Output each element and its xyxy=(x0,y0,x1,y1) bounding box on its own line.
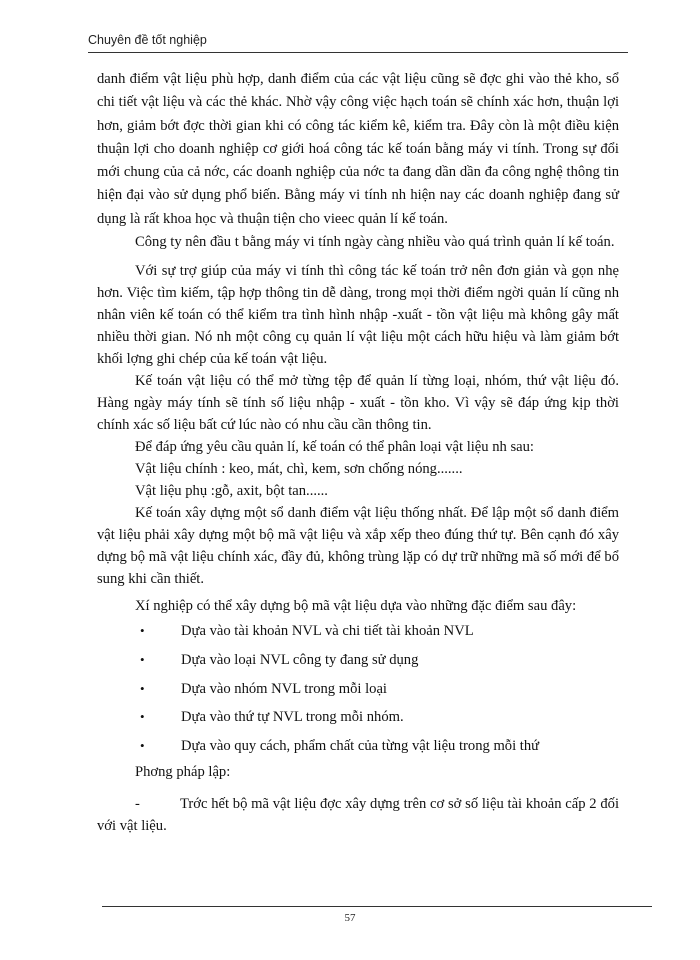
method-heading: Phơng pháp lập: xyxy=(135,764,231,781)
paragraph-danh-diem: danh điểm vật liệu phù hợp, danh điểm của các vật liệu cũng sẽ đợc ghi vào thẻ kho, sổ chi tiết vật liệu và các thẻ khác. Nhờ vậy công việc hạch toán sẽ chính xác hơn, thuận lợi hơn, giảm bớt đợc thời gian khi có công tác kiểm kê, kiểm tra. Đây còn là một điều kiện thuận lợi cho doanh nghiệp cơ giới hoá công tác kế toán bằng máy vi tính. Trong sự đổi mới chung của cả nớc, các doanh nghiệp của nớc ta đang dần dần đa công nghệ thông tin hiện đại vào sử dụng phổ biến. Bằng máy vi tính nh hiện nay các doanh nghiệp đang sử dụng là rất khoa học và thuận tiện cho vieec quản lí kế toán. xyxy=(97,71,619,227)
document-body xyxy=(97,68,619,837)
list-item xyxy=(97,732,619,761)
bullet-icon: • xyxy=(140,651,145,667)
list-item-text: Dựa vào nhóm NVL trong mỗi loại xyxy=(181,680,387,697)
paragraph-vat-lieu-phu: Vật liệu phụ :gỗ, axit, bột tan...... xyxy=(135,483,328,500)
paragraph-mo-tep: Kế toán vật liệu có thể mở từng tệp để quản lí từng loại, nhóm, thứ vật liệu đó. Hàng ngày máy tính sẽ tính số liệu nhập - xuất - tồn kho. Vì vậy sẽ đáp ứng kịp thời chính xác số liệu bất cứ lúc nào có nhu cầu cần thông tin. xyxy=(97,373,619,434)
header-divider xyxy=(88,52,628,53)
list-item-text: Dựa vào thứ tự NVL trong mỗi nhóm. xyxy=(181,709,404,726)
bullet-icon: • xyxy=(140,680,145,696)
list-item xyxy=(97,703,619,732)
dash-item-text: Trớc hết bộ mã vật liệu đợc xây dựng trên cơ sở số liệu tài khoản cấp 2 đối với vật liệu. xyxy=(97,796,619,835)
bullet-icon: • xyxy=(140,623,145,639)
list-item-text: Dựa vào loại NVL công ty đang sử dụng xyxy=(181,651,419,668)
page-number: 57 xyxy=(344,912,356,924)
paragraph-phan-loai: Để đáp ứng yêu cầu quản lí, kế toán có thể phân loại vật liệu nh sau: xyxy=(135,439,534,456)
list-item xyxy=(97,675,619,704)
footer-divider xyxy=(102,906,652,907)
dash-item xyxy=(97,793,619,837)
list-item xyxy=(97,646,619,675)
bullet-icon: • xyxy=(140,709,145,725)
paragraph-bo-ma: Xí nghiệp có thể xây dựng bộ mã vật liệu dựa vào những đặc điểm sau đây: xyxy=(135,598,577,615)
page-header: Chuyên đề tốt nghiệp xyxy=(88,33,207,47)
criteria-list xyxy=(97,617,619,761)
paragraph-may-vi-tinh: Công ty nên đầu t bằng máy vi tính ngày càng nhiều vào quá trình quản lí kế toán. xyxy=(135,234,615,251)
list-item-text: Dựa vào tài khoản NVL và chi tiết tài khoản NVL xyxy=(181,623,474,640)
paragraph-so-danh-diem: Kế toán xây dựng một sổ danh điểm vật liệu thống nhất. Để lập một sổ danh điểm vật liệu phải xây dựng một bộ mã vật liệu và xắp xếp theo đúng thứ tự. Bên cạnh đó xây dựng bộ mã vật liệu chính xác, đầy đủ, không trùng lặp có dự trữ những mã số mới để bổ sung khi cần thiết. xyxy=(97,505,619,588)
list-item xyxy=(97,617,619,646)
paragraph-tro-giup: Với sự trợ giúp của máy vi tính thì công tác kế toán trở nên đơn giản và gọn nhẹ hơn. Việc tìm kiếm, tập hợp thông tin dễ dàng, trong mọi thời điểm ngời quản lí cũng nh nhân viên kế toán có thể kiểm tra tình hình nhập -xuất - tồn vật liệu mà không gây mất nhiều thời gian. Nó nh một công cụ quản lí vật liệu một cách hữu hiệu và làm giảm bớt khối lợng ghi chép của kế toán vật liệu. xyxy=(97,263,619,368)
paragraph-vat-lieu-chinh: Vật liệu chính : keo, mát, chì, kem, sơn chống nóng....... xyxy=(135,461,463,478)
list-item-text: Dựa vào quy cách, phẩm chất của từng vật liệu trong mỗi thứ xyxy=(181,738,540,755)
dash-icon: - xyxy=(135,796,140,813)
bullet-icon: • xyxy=(140,738,145,754)
